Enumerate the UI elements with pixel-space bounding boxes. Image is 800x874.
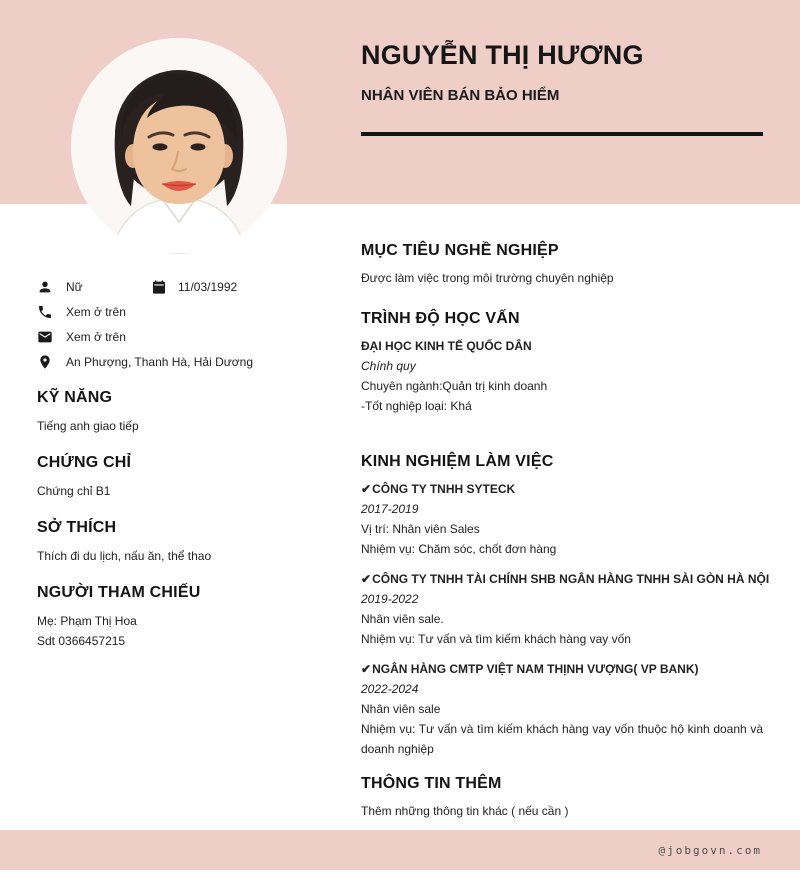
section-certificates	[37, 454, 339, 501]
section-hobbies	[37, 519, 339, 566]
section-experience	[361, 453, 770, 759]
job-company-name: CÔNG TY TNHH TÀI CHÍNH SHB NGÂN HÀNG TNHH SÀI GÒN HÀ NỘI	[372, 572, 770, 586]
job-line: Nhiệm vụ: Tư vấn và tìm kiếm khách hàng vay vốn thuộc hộ kinh doanh và doanh nghiệp	[361, 722, 763, 756]
watermark-text: @jobgovn.com	[658, 843, 762, 857]
header-text	[361, 40, 763, 136]
section-line: Tiếng anh giao tiếp	[37, 419, 139, 433]
job-company-name: NGÂN HÀNG CMTP VIỆT NAM THỊNH VƯỢNG( VP BANK)	[372, 662, 699, 676]
job-entry	[361, 479, 763, 559]
objective-body: Được làm việc trong môi trường chuyên nghiệp	[361, 271, 614, 285]
birthdate-pair	[151, 274, 237, 299]
profile-photo	[71, 38, 287, 254]
calendar-icon	[151, 279, 167, 295]
person-name: NGUYỄN THỊ HƯƠNG	[361, 40, 644, 70]
education-program: Chính quy	[361, 359, 416, 373]
check-icon: ✔	[361, 662, 372, 676]
person-icon	[37, 279, 53, 295]
education-school: ĐẠI HỌC KINH TẾ QUỐC DÂN	[361, 339, 532, 353]
right-column	[361, 242, 770, 821]
job-line: Nhiệm vụ: Chăm sóc, chốt đơn hàng	[361, 542, 557, 556]
education-major: Chuyên ngành:Quản trị kinh doanh	[361, 379, 548, 393]
job-company	[361, 659, 763, 679]
address-value: An Phượng, Thanh Hà, Hải Dương	[66, 354, 254, 369]
phone-value: Xem ở trên	[66, 304, 126, 319]
section-line: Thích đi du lịch, nấu ăn, thể thao	[37, 549, 212, 563]
education-grade: -Tốt nghiệp loại: Khá	[361, 399, 472, 413]
section-heading: SỞ THÍCH	[37, 519, 117, 536]
job-entry	[361, 659, 763, 759]
section-heading: KỸ NĂNG	[37, 389, 113, 406]
job-line: Nhân viên sale.	[361, 612, 444, 626]
section-line: Mẹ: Phạm Thị Hoa	[37, 614, 137, 628]
header-divider	[361, 132, 763, 136]
job-title: NHÂN VIÊN BÁN BẢO HIỂM	[361, 87, 560, 104]
section-heading: KINH NGHIỆM LÀM VIỆC	[361, 453, 554, 470]
section-heading: THÔNG TIN THÊM	[361, 775, 502, 792]
portrait-illustration	[71, 38, 287, 254]
section-objective	[361, 242, 763, 288]
job-period: 2017-2019	[361, 502, 419, 516]
job-entry	[361, 569, 770, 649]
job-company	[361, 479, 763, 499]
info-row-email	[37, 324, 339, 349]
email-value: Xem ở trên	[66, 329, 126, 344]
section-education	[361, 310, 763, 416]
mail-icon	[37, 329, 53, 345]
section-heading: NGƯỜI THAM CHIẾU	[37, 584, 201, 601]
location-pin-icon	[37, 354, 53, 370]
job-line: Nhiệm vụ: Tư vấn và tìm kiếm khách hàng vay vốn	[361, 632, 631, 646]
section-references	[37, 584, 339, 651]
birthdate-value: 11/03/1992	[178, 279, 238, 294]
check-icon: ✔	[361, 572, 372, 586]
job-line: Nhân viên sale	[361, 702, 441, 716]
phone-icon	[37, 304, 53, 320]
section-heading: MỤC TIÊU NGHỀ NGHIỆP	[361, 242, 559, 259]
check-icon: ✔	[361, 482, 372, 496]
job-company-name: CÔNG TY TNHH SYTECK	[372, 482, 516, 496]
info-row-gender-dob	[37, 274, 339, 299]
section-heading: CHỨNG CHỈ	[37, 454, 132, 471]
footer-band	[0, 830, 800, 870]
info-row-phone	[37, 299, 339, 324]
job-company	[361, 569, 770, 589]
job-period: 2022-2024	[361, 682, 419, 696]
info-row-address	[37, 349, 339, 374]
section-additional-info	[361, 775, 763, 821]
gender-value: Nữ	[66, 279, 83, 294]
section-heading: TRÌNH ĐỘ HỌC VẤN	[361, 310, 520, 327]
job-line: Vị trí: Nhân viên Sales	[361, 522, 480, 536]
job-period: 2019-2022	[361, 592, 419, 606]
additional-body: Thêm những thông tin khác ( nếu cần )	[361, 804, 569, 818]
section-skills	[37, 389, 339, 436]
left-column	[37, 274, 339, 651]
section-line: Chứng chỉ B1	[37, 484, 111, 498]
section-line: Sdt 0366457215	[37, 634, 126, 648]
